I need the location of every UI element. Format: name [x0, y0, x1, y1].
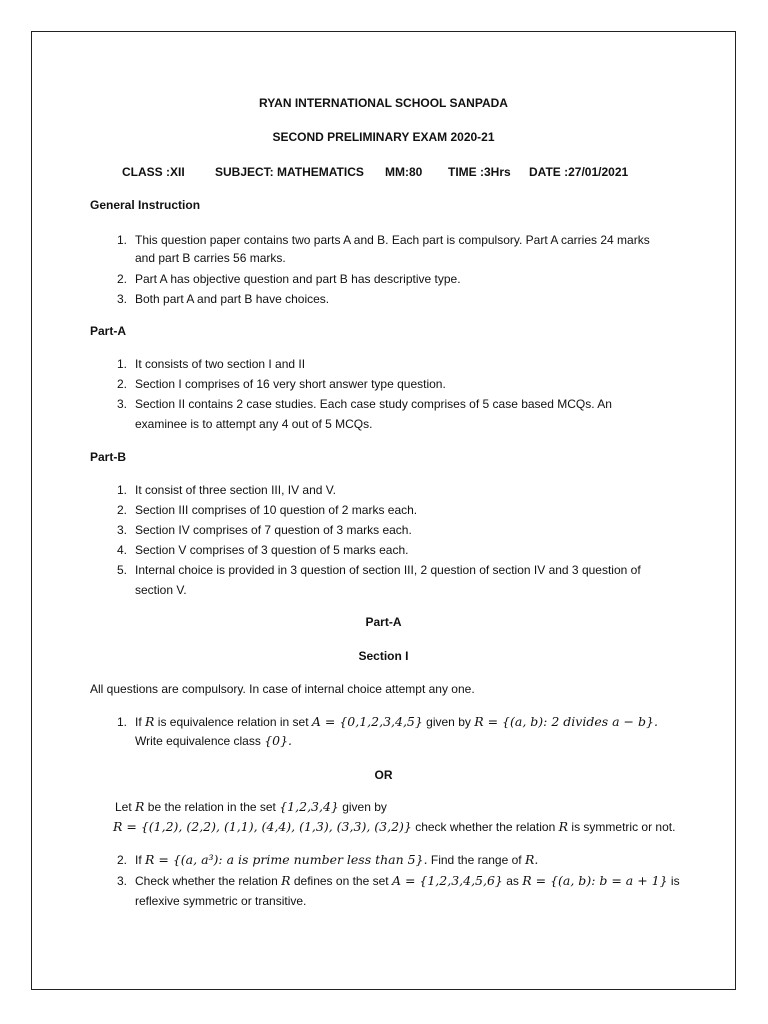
- class-label: CLASS :XII: [122, 165, 185, 179]
- math-expression: A = {1,2,3,4,5,6}: [391, 873, 503, 888]
- list-item: Both part A and part B have choices.: [135, 292, 330, 306]
- date-label: DATE :27/01/2021: [529, 165, 629, 179]
- question-text: defines on the set: [293, 874, 389, 888]
- question-text: Check whether the relation: [135, 874, 278, 888]
- list-item: It consist of three section III, IV and V.: [135, 483, 336, 497]
- math-expression: R = {(a, b): b = a + 1}: [522, 873, 668, 888]
- list-item: Section III comprises of 10 question of 2 marks each.: [135, 503, 418, 517]
- section-i-title: Section I: [358, 649, 409, 663]
- marks-label: MM:80: [385, 165, 423, 179]
- or-divider: OR: [374, 768, 393, 782]
- list-item: Section I comprises of 16 very short answer type question.: [135, 377, 446, 391]
- list-item: Internal choice is provided in 3 question of section III, 2 question of section IV and 3 question of: [135, 563, 641, 577]
- math-expression: R: [558, 819, 569, 834]
- exam-title: SECOND PRELIMINARY EXAM 2020-21: [272, 130, 495, 144]
- question-text: is: [670, 874, 680, 888]
- question-3-line-2: reflexive symmetric or transitive.: [135, 894, 307, 908]
- question-text: given by: [426, 715, 471, 729]
- math-expression: R: [145, 714, 155, 729]
- list-item: Section IV comprises of 7 question of 3 marks each.: [135, 523, 412, 537]
- list-number: 3.: [116, 292, 127, 306]
- list-number: 4.: [116, 543, 127, 557]
- part-a-heading: Part-A: [90, 324, 127, 338]
- question-text: is equivalence relation in set: [157, 715, 309, 729]
- list-number: 3.: [116, 523, 127, 537]
- question-1-line-1: [135, 712, 658, 732]
- list-item-continuation: section V.: [135, 583, 187, 597]
- math-expression: R = {(a, b): 2 divides a − b}.: [474, 714, 658, 729]
- list-number: 1.: [116, 233, 127, 247]
- list-item: It consists of two section I and II: [135, 357, 306, 371]
- math-expression: R: [135, 799, 145, 814]
- list-item: Section V comprises of 3 question of 5 marks each.: [135, 543, 409, 557]
- part-b-heading: Part-B: [90, 450, 127, 464]
- question-number: 3.: [116, 874, 127, 888]
- general-instruction-heading: General Instruction: [90, 198, 201, 212]
- time-label: TIME :3Hrs: [448, 165, 511, 179]
- question-text: be the relation in the set: [147, 800, 276, 814]
- question-2: [135, 850, 538, 870]
- question-text: Find the range of: [430, 853, 522, 867]
- math-expression: R.: [524, 852, 539, 867]
- question-text: Write equivalence class: [135, 734, 261, 748]
- part-a-section-title: Part-A: [365, 615, 402, 629]
- list-item: Part A has objective question and part B has descriptive type.: [135, 272, 461, 286]
- subject-label: SUBJECT: MATHEMATICS: [215, 165, 364, 179]
- question-text: given by: [342, 800, 387, 814]
- question-text: If: [135, 715, 142, 729]
- list-number: 2.: [116, 272, 127, 286]
- question-text: is symmetric or not.: [571, 820, 676, 834]
- question-number: 1.: [116, 715, 127, 729]
- math-expression: {0}.: [264, 733, 293, 748]
- list-item: Section II contains 2 case studies. Each case study comprises of 5 case based MCQs. An: [135, 397, 612, 411]
- question-text: as: [506, 874, 519, 888]
- list-number: 5.: [116, 563, 127, 577]
- alt-question-line-1: [115, 797, 387, 817]
- list-number: 1.: [116, 483, 127, 497]
- list-number: 2.: [116, 377, 127, 391]
- list-number: 2.: [116, 503, 127, 517]
- question-number: 2.: [116, 853, 127, 867]
- alt-question-line-2: [113, 817, 675, 837]
- math-expression: R: [281, 873, 291, 888]
- list-item: This question paper contains two parts A and B. Each part is compulsory. Part A carries 24 marks: [135, 233, 650, 247]
- math-expression: {1,2,3,4}: [279, 799, 339, 814]
- question-text: Let: [115, 800, 132, 814]
- math-expression: A = {0,1,2,3,4,5}: [311, 714, 423, 729]
- school-name: RYAN INTERNATIONAL SCHOOL SANPADA: [259, 96, 508, 110]
- section-instruction: All questions are compulsory. In case of internal choice attempt any one.: [90, 682, 475, 696]
- question-text: If: [135, 853, 142, 867]
- math-expression: R = {(1,2), (2,2), (1,1), (4,4), (1,3), (3,3), (3,2)}: [113, 819, 412, 834]
- list-number: 3.: [116, 397, 127, 411]
- math-expression: R = {(a, a³): a is prime number less than 5}.: [145, 852, 428, 867]
- question-1-line-2: [135, 731, 292, 751]
- list-number: 1.: [116, 357, 127, 371]
- question-text: check whether the relation: [415, 820, 556, 834]
- list-item-continuation: examinee is to attempt any 4 out of 5 MCQs.: [135, 417, 373, 431]
- list-item-continuation: and part B carries 56 marks.: [135, 251, 286, 265]
- question-3-line-1: [135, 871, 680, 891]
